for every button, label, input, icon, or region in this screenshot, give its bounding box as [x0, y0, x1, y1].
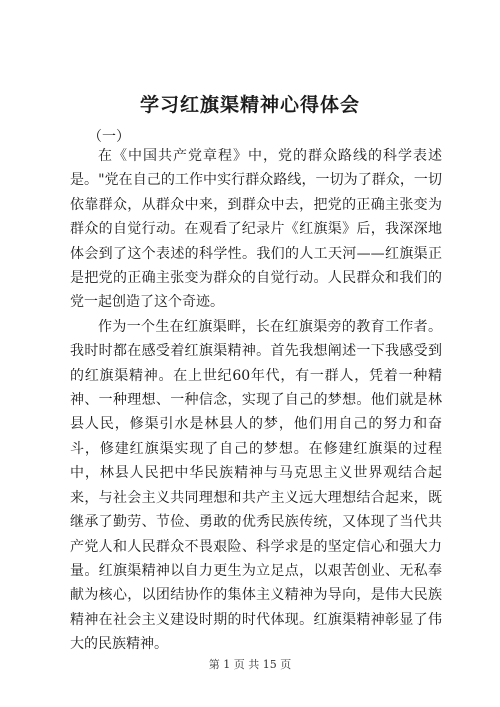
paragraph-1: 在《中国共产党章程》中，党的群众路线的科学表述是。"党在自己的工作中实行群众路线，一切为了群众，一切依靠群众，从群众中来，到群众中去，把党的正确主张变为群众的自觉行动。在观看了纪录片《红旗渠》后，我深深地体会到了这个表述的科学性。我们的人工天河——红旗渠正是把党的正确主张变为群众的自觉行动。人民群众和我们的党一起创造了这个奇迹。: [70, 148, 442, 311]
page-footer: 第 1 页 共 15 页: [208, 658, 292, 671]
document-title: 学习红旗渠精神心得体会: [139, 94, 360, 116]
paragraph-2: 作为一个生在红旗渠畔，长在红旗渠旁的教育工作者。我时时都在感受着红旗渠精神。首先我想阐述一下我感受到的红旗渠精神。在上世纪60年代，有一群人，凭着一种精神、一种理想、一种信念，实现了自己的梦想。他们就是林县人民，修渠引水是林县人的梦，他们用自己的努力和奋斗，修建红旗渠实现了自己的梦想。在修建红旗渠的过程中，林县人民把中华民族精神与马克思主义世界观结合起来，与社会主义共同理想和共产主义远大理想结合起来，既继承了勤劳、节俭、勇敢的优秀民族传统，又体现了当代共产党人和人民群众不畏艰险、科学求是的坚定信心和强大力量。红旗渠精神以自力更生为立足点，以艰苦创业、无私奉献为核心，以团结协作的集体主义精神为导向，是伟大民族精神在社会主义建设时期的时代体现。红旗渠精神彰显了伟大的民族精神。: [70, 318, 442, 653]
document-body: [70, 144, 442, 657]
section-marker: （一）: [88, 129, 130, 145]
